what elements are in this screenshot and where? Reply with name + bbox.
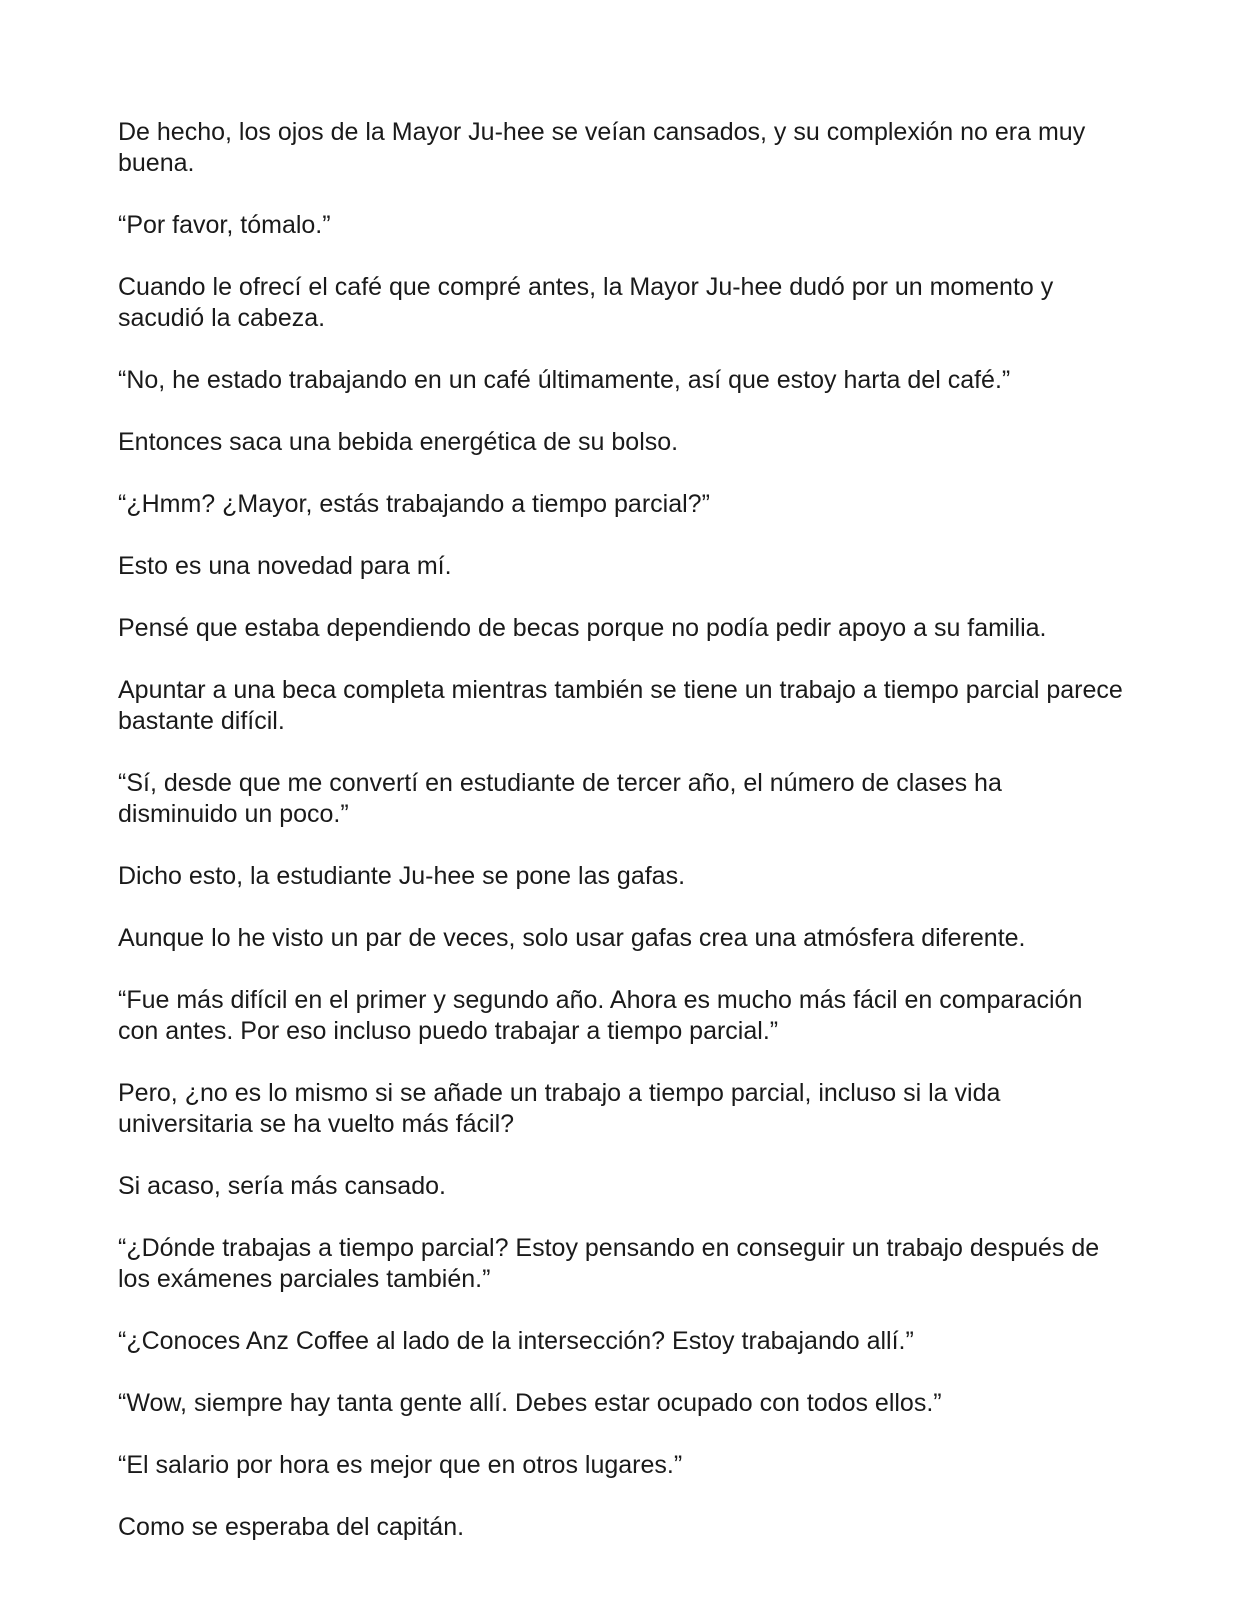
paragraph: “Wow, siempre hay tanta gente allí. Debes estar ocupado con todos ellos.” <box>118 1389 942 1417</box>
document-body <box>118 117 1128 1543</box>
paragraph: “No, he estado trabajando en un café últimamente, así que estoy harta del café.” <box>118 366 1011 394</box>
paragraph: Entonces saca una bebida energética de su bolso. <box>118 428 679 456</box>
paragraph: Esto es una novedad para mí. <box>118 552 452 580</box>
paragraph: Pensé que estaba dependiendo de becas porque no podía pedir apoyo a su familia. <box>118 614 1047 642</box>
paragraph: Como se esperaba del capitán. <box>118 1513 465 1541</box>
paragraph: “Fue más difícil en el primer y segundo año. Ahora es mucho más fácil en comparación con antes. Por eso incluso puedo trabajar a tiempo parcial.” <box>118 986 1083 1045</box>
paragraph: “El salario por hora es mejor que en otros lugares.” <box>118 1451 683 1479</box>
paragraph: Si acaso, sería más cansado. <box>118 1172 446 1200</box>
paragraph: “¿Conoces Anz Coffee al lado de la intersección? Estoy trabajando allí.” <box>118 1327 914 1355</box>
paragraph: De hecho, los ojos de la Mayor Ju-hee se veían cansados, y su complexión no era muy buena. <box>118 118 1086 177</box>
paragraph: Dicho esto, la estudiante Ju-hee se pone las gafas. <box>118 862 686 890</box>
paragraph: Pero, ¿no es lo mismo si se añade un trabajo a tiempo parcial, incluso si la vida universitaria se ha vuelto más fácil? <box>118 1079 1001 1138</box>
paragraph: Aunque lo he visto un par de veces, solo usar gafas crea una atmósfera diferente. <box>118 924 1026 952</box>
paragraph: “Por favor, tómalo.” <box>118 211 331 239</box>
paragraph: Cuando le ofrecí el café que compré antes, la Mayor Ju-hee dudó por un momento y sacudió la cabeza. <box>118 273 1054 332</box>
paragraph: Apuntar a una beca completa mientras también se tiene un trabajo a tiempo parcial parece bastante difícil. <box>118 676 1123 735</box>
paragraph: “¿Dónde trabajas a tiempo parcial? Estoy pensando en conseguir un trabajo después de los exámenes parciales también.” <box>118 1234 1100 1293</box>
paragraph: “¿Hmm? ¿Mayor, estás trabajando a tiempo parcial?” <box>118 490 710 518</box>
paragraph: “Sí, desde que me convertí en estudiante de tercer año, el número de clases ha disminuido un poco.” <box>118 769 1002 828</box>
